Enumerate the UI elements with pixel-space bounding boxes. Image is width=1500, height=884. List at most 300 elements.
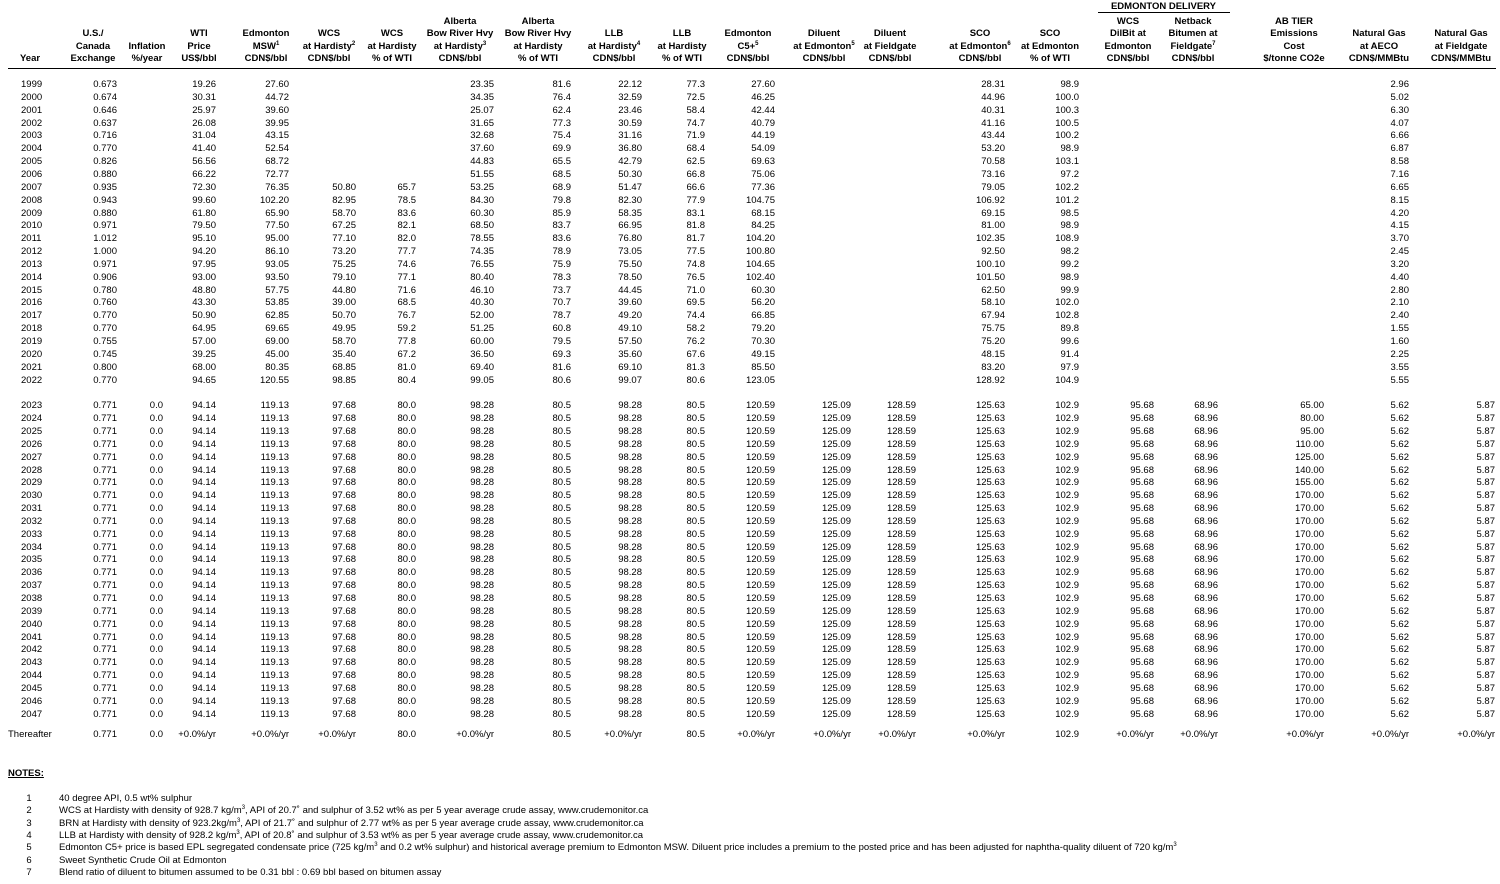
cell-dil_edm: 125.09 xyxy=(821,425,851,437)
cell-dilbit: 95.68 xyxy=(1130,515,1154,527)
cell-llb_pct: 72.5 xyxy=(686,91,705,103)
cell-year: 2009 xyxy=(21,207,43,219)
cell-c5: 120.59 xyxy=(745,438,775,450)
cell-llb_pct: 77.3 xyxy=(686,79,705,90)
cell-brh: 25.07 xyxy=(470,104,494,116)
cell-infl: 0.0 xyxy=(149,451,163,463)
cell-fx: 0.971 xyxy=(93,258,117,270)
cell-brh_pct: 69.3 xyxy=(552,348,571,360)
header-line xyxy=(1143,16,1243,29)
cell-wti: 64.95 xyxy=(192,323,216,335)
cell-msw: 119.13 xyxy=(260,451,289,463)
header-line xyxy=(1143,41,1243,54)
cell-msw: 57.75 xyxy=(265,284,289,296)
cell-sco_pct: 103.1 xyxy=(1055,156,1079,168)
cell-fx: 0.771 xyxy=(93,567,117,579)
cell-year: 2002 xyxy=(21,117,43,129)
cell-c5: 120.59 xyxy=(745,515,775,527)
cell-wcs: 82.95 xyxy=(332,194,356,206)
cell-brh_pct: 80.6 xyxy=(552,374,571,386)
cell-wcs_pct: 80.0 xyxy=(397,644,416,656)
cell-brh: 34.35 xyxy=(470,91,494,103)
cell-sco_pct: 91.4 xyxy=(1060,348,1079,360)
cell-ng_fg: 5.87 xyxy=(1476,541,1495,553)
cell-dil_edm: 125.09 xyxy=(821,605,851,617)
cell-infl: 0.0 xyxy=(149,605,163,617)
cell-wti: 99.60 xyxy=(192,194,216,206)
cell-llb_pct: 80.5 xyxy=(686,413,705,425)
cell-llb_pct: 80.5 xyxy=(686,618,705,630)
cell-wti: 26.08 xyxy=(192,117,216,129)
cell-c5: 104.75 xyxy=(745,194,775,206)
table-row xyxy=(0,696,1500,709)
header-line-text: Bitumen at xyxy=(1168,28,1218,40)
cell-wcs: 75.25 xyxy=(332,258,356,270)
cell-wcs_pct: 77.1 xyxy=(397,271,416,283)
cell-aeco: 5.62 xyxy=(1390,413,1409,425)
cell-dilbit: 95.68 xyxy=(1130,490,1154,502)
cell-msw: 45.00 xyxy=(265,348,289,360)
cell-sco: 125.63 xyxy=(975,400,1005,412)
cell-llb: 42.79 xyxy=(618,156,642,168)
cell-wcs: 39.00 xyxy=(332,297,356,309)
header-line-text: Emissions xyxy=(1270,28,1318,40)
header-line-text: Inflation xyxy=(128,40,166,52)
table-row xyxy=(0,465,1500,478)
cell-c5: 68.15 xyxy=(751,207,775,219)
cell-brh_pct: 76.4 xyxy=(552,91,571,103)
cell-ng_fg: +0.0%/yr xyxy=(1457,729,1495,740)
cell-c5: 120.59 xyxy=(745,425,775,437)
cell-tier: 170.00 xyxy=(1294,631,1324,643)
cell-wcs: 97.68 xyxy=(332,644,356,656)
cell-llb: 51.47 xyxy=(618,181,642,193)
cell-tier: 170.00 xyxy=(1294,618,1324,630)
cell-llb_pct: 81.8 xyxy=(686,220,705,232)
cell-llb: 69.10 xyxy=(618,361,642,373)
cell-fx: 0.771 xyxy=(93,503,117,515)
cell-c5: 54.09 xyxy=(751,143,775,155)
cell-wti: +0.0%/yr xyxy=(178,729,216,740)
cell-llb: 98.28 xyxy=(618,631,642,643)
cell-sco_pct: 98.9 xyxy=(1060,271,1079,283)
cell-dil_fg: 128.59 xyxy=(886,593,916,604)
cell-ng_fg: 5.87 xyxy=(1476,670,1495,682)
cell-sco_pct: 102.9 xyxy=(1055,554,1079,566)
cell-llb: 98.28 xyxy=(618,695,642,707)
cell-wti: 41.40 xyxy=(192,143,216,155)
footnote-marker: 5 xyxy=(755,40,759,47)
cell-msw: 76.35 xyxy=(265,181,289,193)
cell-dil_fg: +0.0%/yr xyxy=(878,729,916,740)
cell-fx: 0.674 xyxy=(93,91,117,103)
cell-wcs: 67.25 xyxy=(332,220,356,232)
cell-llb: 32.59 xyxy=(618,91,642,103)
header-line-text: WTI xyxy=(190,28,208,40)
cell-brh: 32.68 xyxy=(470,130,494,142)
header-line xyxy=(840,41,940,54)
cell-dil_edm: 125.09 xyxy=(821,528,851,540)
header-line-text: at Hardisty xyxy=(587,40,637,52)
cell-msw: 119.13 xyxy=(260,425,289,437)
cell-aeco: 4.40 xyxy=(1390,271,1409,283)
note-superscript: 3 xyxy=(236,829,240,836)
cell-ng_fg: 5.87 xyxy=(1476,644,1495,656)
cell-dilbit: 95.68 xyxy=(1130,503,1154,515)
cell-year: 2023 xyxy=(21,400,43,412)
cell-wti: 94.20 xyxy=(192,246,216,258)
cell-tier: 170.00 xyxy=(1294,593,1324,604)
cell-brh: 46.10 xyxy=(470,284,494,296)
cell-llb: 98.28 xyxy=(618,541,642,553)
cell-year: 2043 xyxy=(21,657,43,669)
cell-aeco: 5.62 xyxy=(1390,567,1409,579)
cell-dil_fg: 128.59 xyxy=(886,515,916,527)
cell-wcs: 97.68 xyxy=(332,413,356,425)
cell-llb: 66.95 xyxy=(618,220,642,232)
cell-brh: 98.28 xyxy=(470,503,494,515)
cell-msw: 119.13 xyxy=(260,618,289,630)
header-rule xyxy=(8,68,1496,69)
cell-fx: 0.770 xyxy=(93,323,117,335)
cell-year: 2037 xyxy=(21,580,43,592)
cell-year: 2006 xyxy=(21,168,43,180)
cell-netback: 68.96 xyxy=(1194,541,1218,553)
cell-wcs_pct: 80.0 xyxy=(397,605,416,617)
cell-wcs: 79.10 xyxy=(332,271,356,283)
cell-ng_fg: 5.87 xyxy=(1476,528,1495,540)
cell-wti: 94.14 xyxy=(192,618,216,630)
cell-llb: 98.28 xyxy=(618,438,642,450)
cell-brh_pct: 80.5 xyxy=(552,438,571,450)
table-row xyxy=(0,516,1500,529)
cell-dilbit: +0.0%/yr xyxy=(1116,729,1154,740)
cell-tier: +0.0%/yr xyxy=(1286,729,1324,740)
cell-dil_edm: 125.09 xyxy=(821,451,851,463)
note-superscript: 3 xyxy=(374,842,378,849)
cell-llb_pct: 80.5 xyxy=(686,580,705,592)
cell-c5: 120.59 xyxy=(745,631,775,643)
cell-sco_pct: 99.9 xyxy=(1060,284,1079,296)
cell-c5: 102.40 xyxy=(745,271,775,283)
cell-sco: 125.63 xyxy=(975,451,1005,463)
table-row xyxy=(0,272,1500,285)
table-row xyxy=(0,400,1500,413)
cell-netback: 68.96 xyxy=(1194,708,1218,720)
header-line-text: Fieldgate xyxy=(1170,40,1213,52)
cell-dilbit: 95.68 xyxy=(1130,605,1154,617)
cell-c5: 120.59 xyxy=(745,605,775,617)
cell-netback: 68.96 xyxy=(1194,438,1218,450)
cell-brh_pct: 80.5 xyxy=(552,541,571,553)
cell-c5: 46.25 xyxy=(751,91,775,103)
cell-wti: 48.80 xyxy=(192,284,216,296)
cell-llb_pct: 80.5 xyxy=(686,554,705,566)
cell-brh: 60.30 xyxy=(470,207,494,219)
cell-aeco: 5.62 xyxy=(1390,438,1409,450)
cell-llb: 98.28 xyxy=(618,503,642,515)
header-line-text: Canada xyxy=(75,40,111,52)
cell-brh_pct: 80.5 xyxy=(552,593,571,604)
cell-aeco: 5.62 xyxy=(1390,644,1409,656)
cell-brh: 36.50 xyxy=(470,348,494,360)
header-line-text: SCO xyxy=(969,28,991,40)
cell-sco: 44.96 xyxy=(981,91,1005,103)
cell-brh_pct: 80.5 xyxy=(552,400,571,412)
cell-dilbit: 95.68 xyxy=(1130,657,1154,669)
cell-sco: 125.63 xyxy=(975,490,1005,502)
cell-wcs: 97.68 xyxy=(332,580,356,592)
cell-sco_pct: 102.9 xyxy=(1055,644,1079,656)
cell-fx: 0.935 xyxy=(93,181,117,193)
cell-netback: 68.96 xyxy=(1194,425,1218,437)
header-line-text: Bow River Hvy xyxy=(504,28,572,40)
cell-aeco: 5.62 xyxy=(1390,631,1409,643)
cell-aeco: 2.40 xyxy=(1390,310,1409,322)
cell-ng_fg: 5.87 xyxy=(1476,618,1495,630)
cell-brh_pct: 68.5 xyxy=(552,168,571,180)
cell-sco_pct: 102.9 xyxy=(1055,631,1079,643)
cell-sco_pct: 102.2 xyxy=(1055,181,1079,193)
cell-llb_pct: 80.5 xyxy=(686,605,705,617)
cell-dil_fg: 128.59 xyxy=(886,503,916,515)
cell-msw: 68.72 xyxy=(265,156,289,168)
cell-sco_pct: 102.9 xyxy=(1055,477,1079,489)
cell-fx: 0.755 xyxy=(93,336,117,347)
cell-msw: 52.54 xyxy=(265,143,289,155)
cell-infl: 0.0 xyxy=(149,695,163,707)
cell-infl: 0.0 xyxy=(149,400,163,412)
cell-dilbit: 95.68 xyxy=(1130,618,1154,630)
footnote-marker: 1 xyxy=(275,40,280,47)
cell-brh_pct: 70.7 xyxy=(552,297,571,309)
header-line-text: %/year xyxy=(131,53,163,65)
cell-aeco: 5.62 xyxy=(1390,605,1409,617)
cell-brh: 98.28 xyxy=(470,477,494,489)
cell-wcs_pct: 77.8 xyxy=(397,336,416,347)
table-row xyxy=(0,118,1500,131)
cell-brh: 78.55 xyxy=(470,233,494,245)
cell-llb_pct: 81.3 xyxy=(686,361,705,373)
cell-fx: 0.770 xyxy=(93,310,117,322)
cell-c5: 84.25 xyxy=(751,220,775,232)
cell-c5: 77.36 xyxy=(751,181,775,193)
cell-llb_pct: 80.5 xyxy=(686,567,705,579)
cell-msw: 44.72 xyxy=(265,91,289,103)
header-dil_fg xyxy=(840,28,940,66)
cell-brh_pct: 77.3 xyxy=(552,117,571,129)
cell-year: 2020 xyxy=(21,348,43,360)
cell-wcs: 44.80 xyxy=(332,284,356,296)
cell-infl: 0.0 xyxy=(149,567,163,579)
cell-brh: 68.50 xyxy=(470,220,494,232)
cell-brh_pct: 80.5 xyxy=(552,425,571,437)
cell-dil_fg: 128.59 xyxy=(886,618,916,630)
note-text-segment: 40 degree API, 0.5 wt% sulphur xyxy=(59,793,193,804)
note-text xyxy=(59,793,192,805)
cell-wti: 72.30 xyxy=(192,181,216,193)
cell-msw: 119.13 xyxy=(260,400,289,412)
table-row xyxy=(0,195,1500,208)
table-row xyxy=(0,632,1500,645)
cell-brh_pct: 81.6 xyxy=(552,361,571,373)
table-row xyxy=(0,567,1500,580)
cell-brh: 52.00 xyxy=(470,310,494,322)
cell-llb_pct: 80.5 xyxy=(686,515,705,527)
cell-brh_pct: 62.4 xyxy=(552,104,571,116)
cell-wcs: 50.80 xyxy=(332,181,356,193)
cell-llb_pct: 80.5 xyxy=(686,670,705,682)
cell-msw: 72.77 xyxy=(265,168,289,180)
header-line-text: Natural Gas xyxy=(1434,28,1488,40)
cell-msw: 80.35 xyxy=(265,361,289,373)
header-line-text: C5+ xyxy=(737,40,756,52)
cell-wcs: 97.68 xyxy=(332,490,356,502)
cell-sco: 67.94 xyxy=(981,310,1005,322)
header-line-text: at Fieldgate xyxy=(863,40,917,52)
cell-aeco: 5.62 xyxy=(1390,490,1409,502)
cell-sco_pct: 102.9 xyxy=(1055,425,1079,437)
cell-tier: 170.00 xyxy=(1294,695,1324,707)
cell-llb: 99.07 xyxy=(618,374,642,386)
cell-llb_pct: 83.1 xyxy=(686,207,705,219)
table-row xyxy=(0,619,1500,632)
cell-sco_pct: 102.9 xyxy=(1055,515,1079,527)
cell-aeco: 5.62 xyxy=(1390,464,1409,476)
cell-ng_fg: 5.87 xyxy=(1476,695,1495,707)
table-row xyxy=(0,439,1500,452)
cell-llb: 98.28 xyxy=(618,425,642,437)
cell-brh: 23.35 xyxy=(470,79,494,90)
cell-dil_edm: 125.09 xyxy=(821,657,851,669)
cell-wcs: 97.68 xyxy=(332,541,356,553)
table-row xyxy=(0,593,1500,606)
cell-infl: 0.0 xyxy=(149,682,163,694)
cell-sco_pct: 98.5 xyxy=(1060,207,1079,219)
cell-msw: 69.65 xyxy=(265,323,289,335)
cell-sco: 125.63 xyxy=(975,631,1005,643)
cell-aeco: 5.62 xyxy=(1390,670,1409,682)
cell-sco: 125.63 xyxy=(975,670,1005,682)
cell-brh_pct: 81.6 xyxy=(552,79,571,90)
cell-sco_pct: 102.9 xyxy=(1055,541,1079,553)
cell-year: 2007 xyxy=(21,181,43,193)
cell-dil_fg: 128.59 xyxy=(886,490,916,502)
cell-sco_pct: 98.9 xyxy=(1060,220,1079,232)
cell-ng_fg: 5.87 xyxy=(1476,554,1495,566)
header-line-text: at Hardisty xyxy=(367,40,417,52)
cell-dilbit: 95.68 xyxy=(1130,580,1154,592)
table-row xyxy=(0,336,1500,349)
cell-year: 2029 xyxy=(21,477,43,489)
cell-msw: 43.15 xyxy=(265,130,289,142)
cell-dil_edm: 125.09 xyxy=(821,708,851,720)
cell-aeco: 1.55 xyxy=(1390,323,1409,335)
header-line-text: $/tonne CO2e xyxy=(1263,53,1325,65)
cell-tier: 95.00 xyxy=(1300,425,1324,437)
table-row xyxy=(0,554,1500,567)
cell-brh_pct: 80.5 xyxy=(552,503,571,515)
cell-brh: 60.00 xyxy=(470,336,494,347)
cell-dil_fg: 128.59 xyxy=(886,528,916,540)
cell-llb_pct: 80.5 xyxy=(686,657,705,669)
cell-llb_pct: 66.8 xyxy=(686,168,705,180)
table-row xyxy=(0,208,1500,221)
cell-sco: 58.10 xyxy=(981,297,1005,309)
cell-wcs_pct: 80.0 xyxy=(397,695,416,707)
cell-dil_edm: 125.09 xyxy=(821,580,851,592)
cell-brh_pct: 80.5 xyxy=(552,451,571,463)
cell-llb_pct: 80.5 xyxy=(686,695,705,707)
cell-wti: 30.31 xyxy=(192,91,216,103)
cell-dilbit: 95.68 xyxy=(1130,708,1154,720)
cell-msw: 119.13 xyxy=(260,708,289,720)
cell-llb: 98.28 xyxy=(618,490,642,502)
cell-dil_fg: 128.59 xyxy=(886,631,916,643)
header-line-text: at Edmonton xyxy=(1020,40,1080,52)
cell-ng_fg: 5.87 xyxy=(1476,605,1495,617)
note-item xyxy=(0,855,1500,867)
cell-aeco: 8.58 xyxy=(1390,156,1409,168)
cell-brh: 69.40 xyxy=(470,361,494,373)
table-row xyxy=(0,233,1500,246)
cell-wcs_pct: 80.0 xyxy=(397,464,416,476)
note-text-segment: BRN at Hardisty with density of 923.2kg/m xyxy=(59,817,237,829)
cell-sco_pct: 102.9 xyxy=(1055,605,1079,617)
cell-year: 2011 xyxy=(21,233,42,245)
table-row xyxy=(0,130,1500,143)
cell-sco: 48.15 xyxy=(981,348,1005,360)
note-text-segment: LLB at Hardisty with density of 928.2 kg/m xyxy=(59,829,237,841)
cell-sco_pct: 97.9 xyxy=(1060,361,1079,373)
header-line xyxy=(1244,16,1344,29)
cell-brh_pct: 80.5 xyxy=(552,580,571,592)
cell-llb: 82.30 xyxy=(618,194,642,206)
cell-fx: 0.771 xyxy=(93,657,117,669)
cell-infl: 0.0 xyxy=(149,464,163,476)
cell-brh_pct: 80.5 xyxy=(552,413,571,425)
cell-dil_fg: 128.59 xyxy=(886,451,916,463)
cell-msw: 119.13 xyxy=(260,567,289,579)
cell-fx: 0.771 xyxy=(93,631,117,643)
cell-wti: 94.14 xyxy=(192,708,216,720)
cell-brh_pct: 73.7 xyxy=(552,284,571,296)
cell-year: 2027 xyxy=(21,451,43,463)
cell-dil_fg: 128.59 xyxy=(886,477,916,489)
footnote-marker: 2 xyxy=(351,40,356,47)
cell-dilbit: 95.68 xyxy=(1130,438,1154,450)
cell-msw: 119.13 xyxy=(260,503,289,515)
table-row xyxy=(0,644,1500,657)
cell-c5: 44.19 xyxy=(751,130,775,142)
cell-msw: 62.85 xyxy=(265,310,289,322)
cell-c5: 60.30 xyxy=(751,284,775,296)
cell-wti: 94.14 xyxy=(192,490,216,502)
cell-aeco: 4.07 xyxy=(1390,117,1409,129)
cell-llb_pct: 74.4 xyxy=(686,310,705,322)
cell-brh_pct: 80.5 xyxy=(552,515,571,527)
cell-fx: 0.771 xyxy=(93,682,117,694)
cell-year: 2045 xyxy=(21,682,43,694)
cell-infl: 0.0 xyxy=(149,708,163,720)
cell-brh_pct: 80.5 xyxy=(552,631,571,643)
cell-year: 2040 xyxy=(21,618,43,630)
cell-infl: 0.0 xyxy=(149,729,163,740)
cell-brh: 31.65 xyxy=(470,117,494,129)
cell-dilbit: 95.68 xyxy=(1130,695,1154,707)
cell-llb_pct: 80.5 xyxy=(686,541,705,553)
cell-brh_pct: 69.9 xyxy=(552,143,571,155)
